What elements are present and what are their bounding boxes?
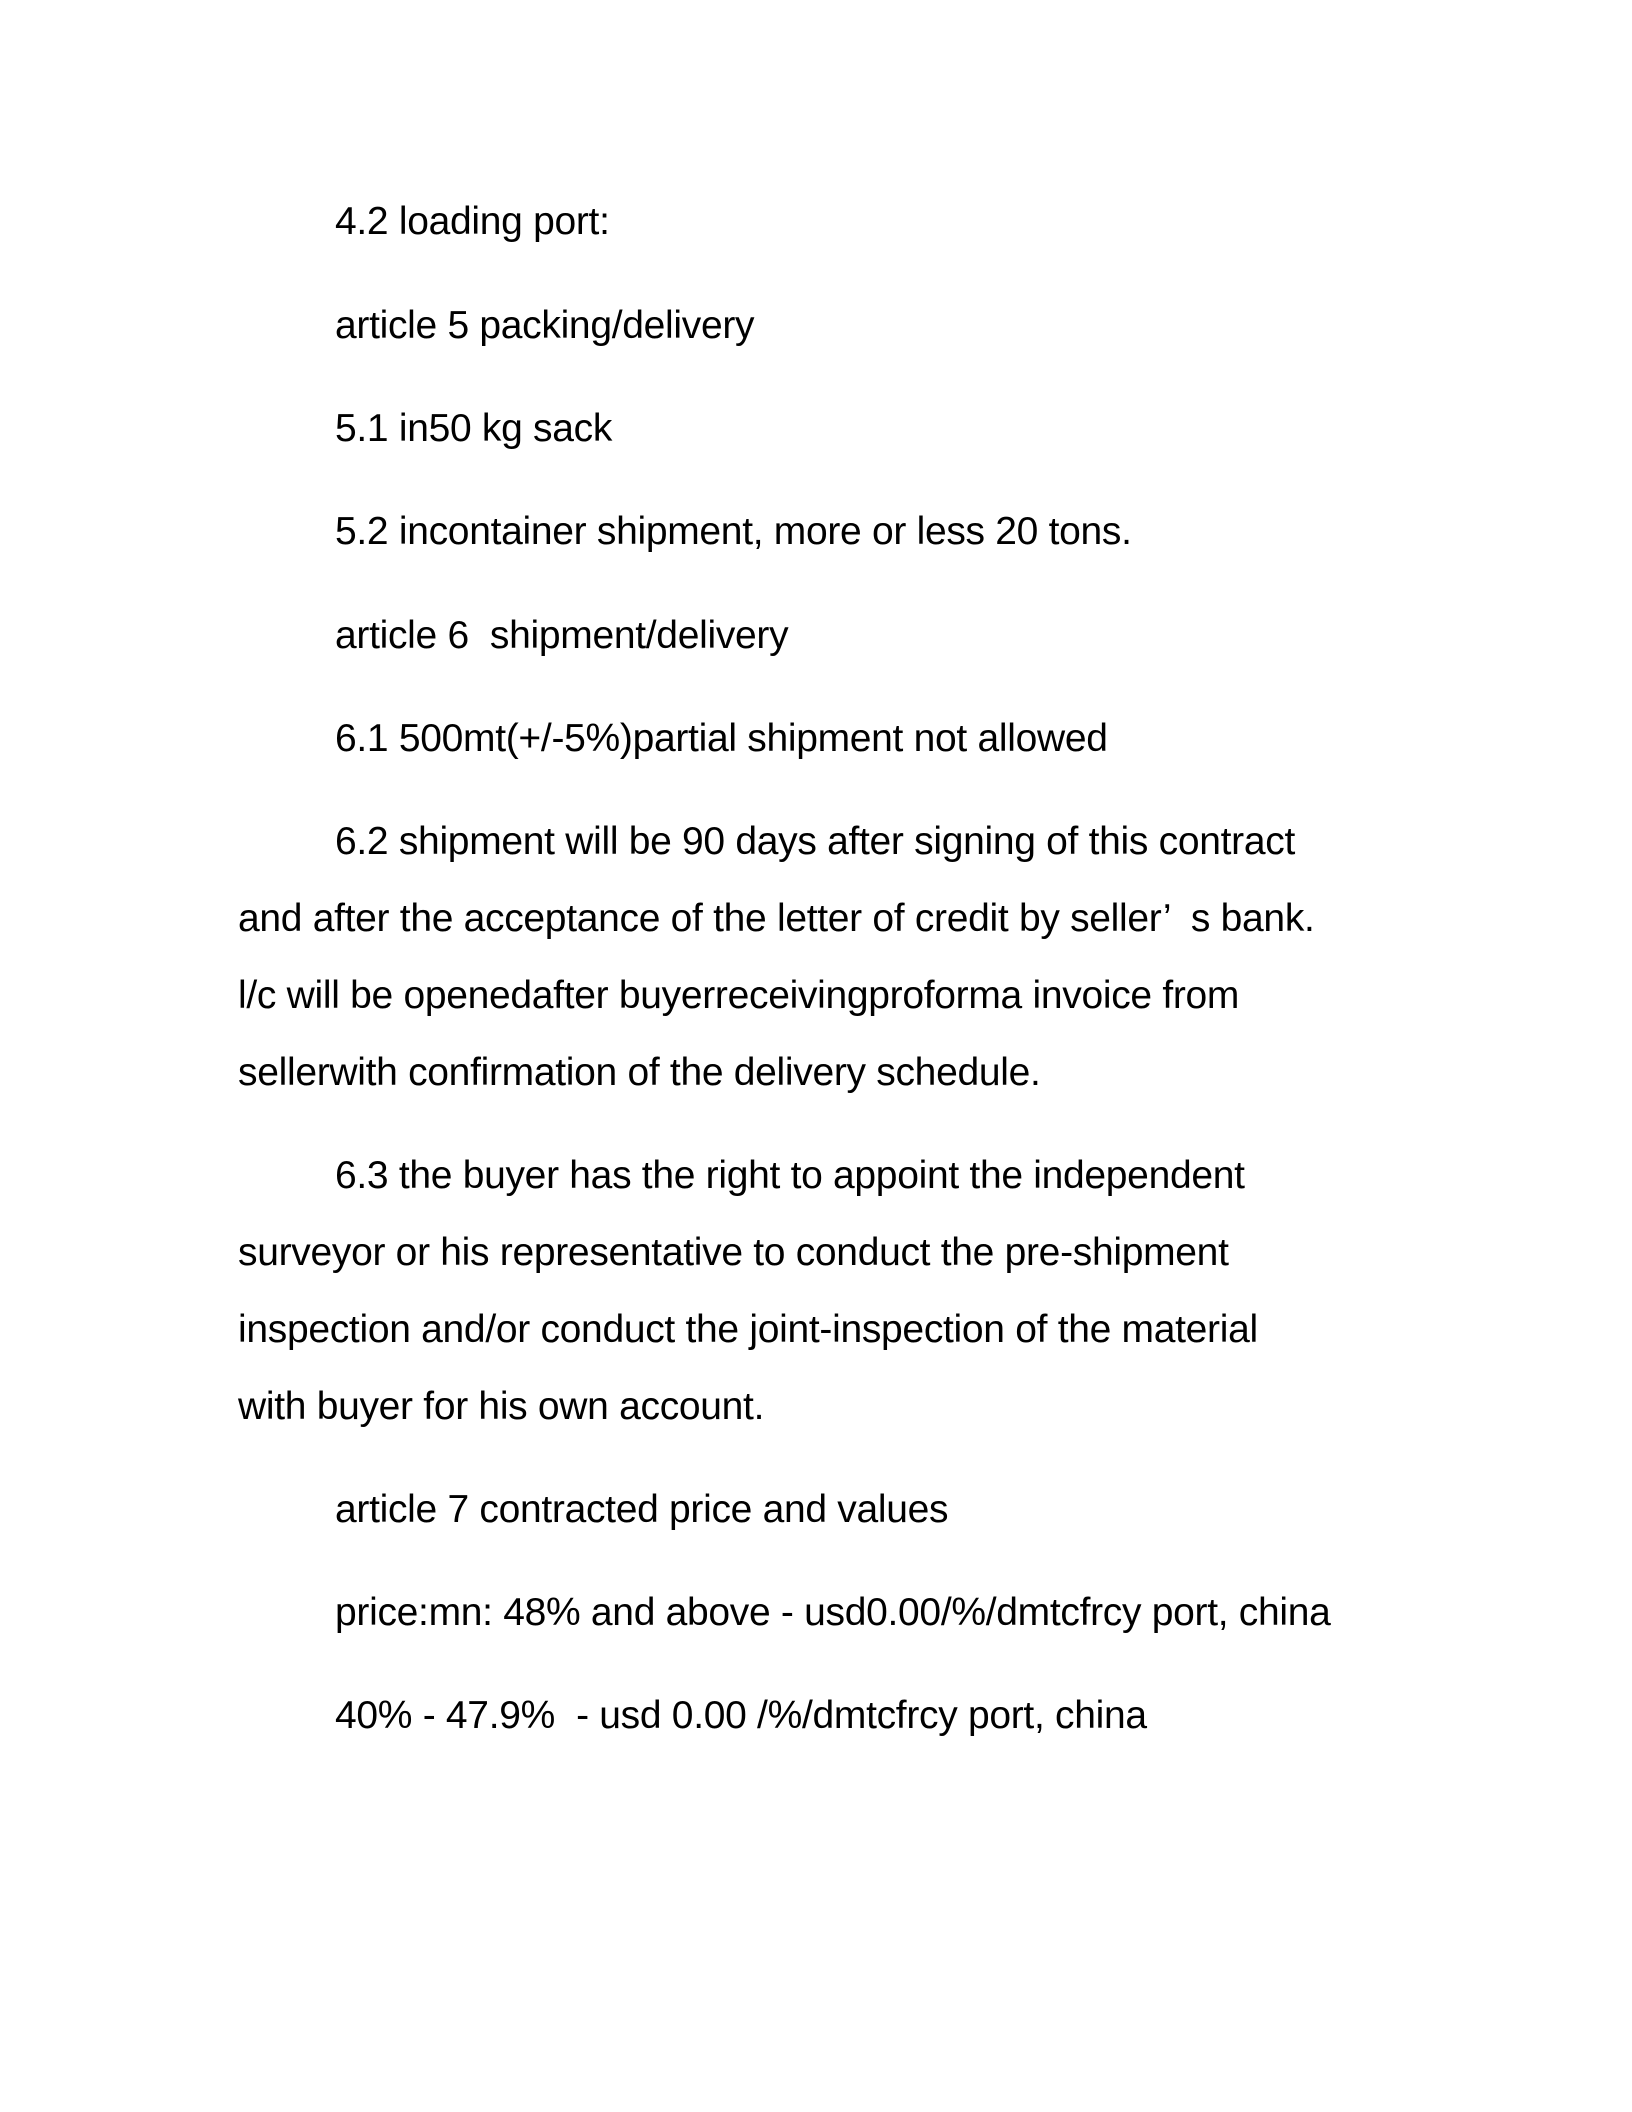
text-line-article-7: article 7 contracted price and values — [335, 1488, 949, 1531]
text-line-6-3-cont-1: surveyor or his representative to conduct the pre-shipment — [238, 1231, 1229, 1274]
text-line-6-3: 6.3 the buyer has the right to appoint the independent — [335, 1154, 1245, 1197]
text-line-price-40: 40% - 47.9% - usd 0.00 /%/dmtcfrcy port, china — [335, 1694, 1147, 1737]
text-line-loading-port: 4.2 loading port: — [335, 200, 610, 243]
text-line-6-3-cont-3: with buyer for his own account. — [238, 1385, 765, 1428]
text-line-5-2: 5.2 incontainer shipment, more or less 20 tons. — [335, 510, 1132, 553]
text-line-5-1: 5.1 in50 kg sack — [335, 407, 613, 450]
text-line-6-3-cont-2: inspection and/or conduct the joint-inspection of the material — [238, 1308, 1258, 1351]
text-line-price-48: price:mn: 48% and above - usd0.00/%/dmtcfrcy port, china — [335, 1591, 1331, 1634]
text-line-6-2: 6.2 shipment will be 90 days after signing of this contract — [335, 820, 1295, 863]
text-line-article-5: article 5 packing/delivery — [335, 304, 755, 347]
text-line-6-2-cont-2: l/c will be openedafter buyerreceivingproforma invoice from — [238, 974, 1240, 1017]
text-line-6-2-cont-3: sellerwith confirmation of the delivery schedule. — [238, 1051, 1041, 1094]
text-line-article-6: article 6 shipment/delivery — [335, 614, 789, 657]
text-line-6-1: 6.1 500mt(+/-5%)partial shipment not allowed — [335, 717, 1108, 760]
text-line-6-2-cont-1: and after the acceptance of the letter of credit by seller’ s bank. — [238, 897, 1315, 940]
